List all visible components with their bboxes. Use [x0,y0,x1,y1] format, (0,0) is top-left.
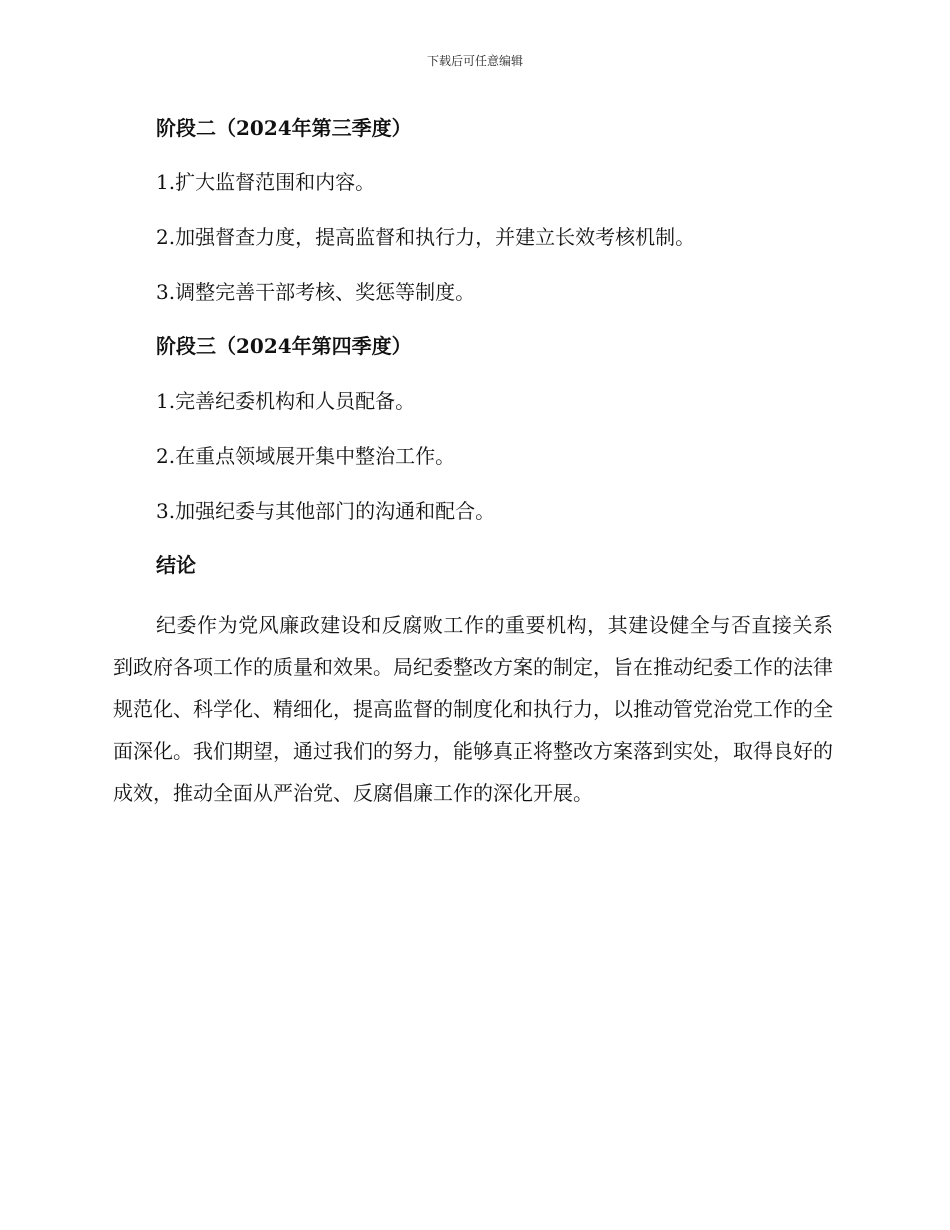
list-item: 3.加强纪委与其他部门的沟通和配合。 [156,499,496,523]
page-header: 下载后可任意编辑 [426,54,523,68]
section-heading-stage-three: 阶段三（2024年第四季度） [156,334,412,358]
section-heading-stage-two: 阶段二（2024年第三季度） [156,116,412,140]
list-item: 3.调整完善干部考核、奖惩等制度。 [156,280,476,304]
conclusion-paragraph: 纪委作为党风廉政建设和反腐败工作的重要机构，其建设健全与否直接关系到政府各项工作的质量和效果。局纪委整改方案的制定，旨在推动纪委工作的法律规范化、科学化、精细化，提高监督的制度化和执行力，以推动管党治党工作的全面深化。我们期望，通过我们的努力，能够真正将整改方案落到实处，取得良好的成效，推动全面从严治党、反腐倡廉工作的深化开展。 [113,613,833,805]
conclusion-heading: 结论 [156,553,196,577]
list-item: 1.扩大监督范围和内容。 [156,170,376,194]
list-item: 2.加强督查力度，提高监督和执行力，并建立长效考核机制。 [156,225,696,249]
list-item: 2.在重点领域展开集中整治工作。 [156,444,456,468]
list-item: 1.完善纪委机构和人员配备。 [156,389,416,413]
